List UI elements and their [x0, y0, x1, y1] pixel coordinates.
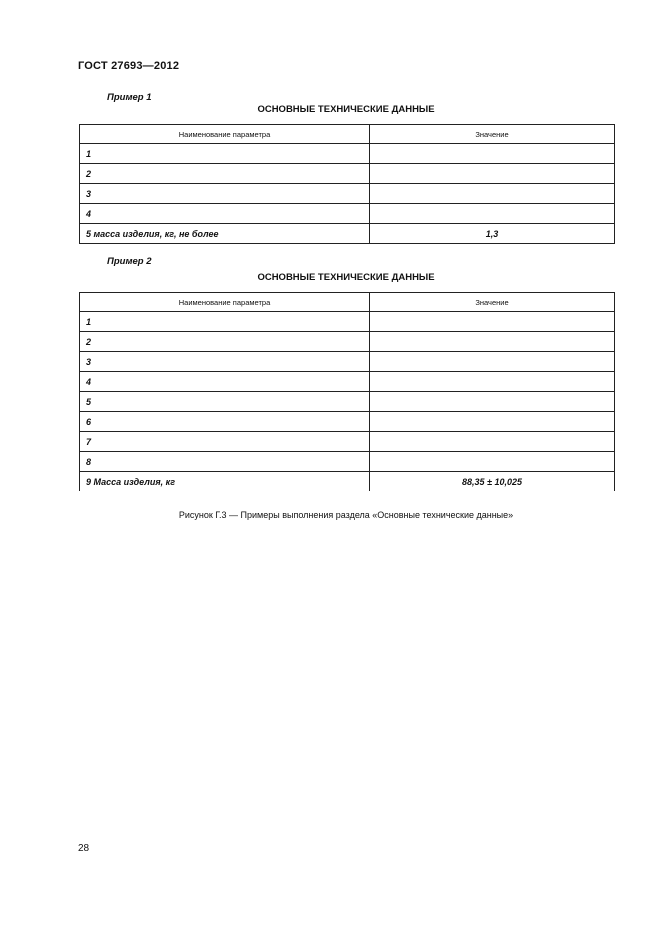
value-cell — [370, 204, 615, 224]
table-row — [80, 372, 615, 392]
value-cell — [370, 332, 615, 352]
table-row — [80, 224, 615, 244]
column-header-value: Значение — [370, 125, 615, 144]
parameter-cell: 2 — [80, 332, 370, 352]
value-cell — [370, 432, 615, 452]
figure-caption: Рисунок Г.3 — Примеры выполнения раздела «Основные технические данные» — [178, 510, 514, 520]
table-header-row — [80, 293, 615, 312]
parameter-cell: 3 — [80, 184, 370, 204]
parameter-cell: 3 — [80, 352, 370, 372]
example-1-title: ОСНОВНЫЕ ТЕХНИЧЕСКИЕ ДАННЫЕ — [257, 104, 435, 115]
parameter-cell: 5 масса изделия, кг, не более — [80, 224, 370, 244]
parameter-cell: 7 — [80, 432, 370, 452]
value-cell — [370, 184, 615, 204]
table-row — [80, 204, 615, 224]
column-header-parameter: Наименование параметра — [80, 125, 370, 144]
value-cell: 1,3 — [370, 224, 615, 244]
document-header: ГОСТ 27693—2012 — [78, 60, 180, 72]
parameter-cell: 5 — [80, 392, 370, 412]
example-2-title: ОСНОВНЫЕ ТЕХНИЧЕСКИЕ ДАННЫЕ — [257, 272, 435, 283]
table-row — [80, 312, 615, 332]
value-cell — [370, 312, 615, 332]
table-row — [80, 452, 615, 472]
table-row — [80, 432, 615, 452]
table-row — [80, 412, 615, 432]
table-row — [80, 144, 615, 164]
value-cell — [370, 352, 615, 372]
column-header-parameter: Наименование параметра — [80, 293, 370, 312]
parameter-cell: 6 — [80, 412, 370, 432]
table-row — [80, 352, 615, 372]
value-cell — [370, 412, 615, 432]
example-1-table — [79, 124, 615, 244]
parameter-cell: 1 — [80, 312, 370, 332]
parameter-cell: 2 — [80, 164, 370, 184]
parameter-cell: 8 — [80, 452, 370, 472]
example-2-table — [79, 292, 615, 491]
parameter-cell: 4 — [80, 372, 370, 392]
column-header-value: Значение — [370, 293, 615, 312]
parameter-cell: 4 — [80, 204, 370, 224]
value-cell — [370, 392, 615, 412]
parameter-cell: 9 Масса изделия, кг — [80, 472, 370, 492]
value-cell — [370, 164, 615, 184]
parameter-cell: 1 — [80, 144, 370, 164]
value-cell — [370, 144, 615, 164]
table-row — [80, 332, 615, 352]
value-cell — [370, 452, 615, 472]
table-row — [80, 392, 615, 412]
table-row — [80, 164, 615, 184]
example-2-label: Пример 2 — [107, 256, 152, 267]
page-number: 28 — [78, 843, 90, 854]
example-1-label: Пример 1 — [107, 92, 152, 103]
value-cell: 88,35 ± 10,025 — [370, 472, 615, 492]
value-cell — [370, 372, 615, 392]
table-row — [80, 472, 615, 492]
table-header-row — [80, 125, 615, 144]
table-row — [80, 184, 615, 204]
